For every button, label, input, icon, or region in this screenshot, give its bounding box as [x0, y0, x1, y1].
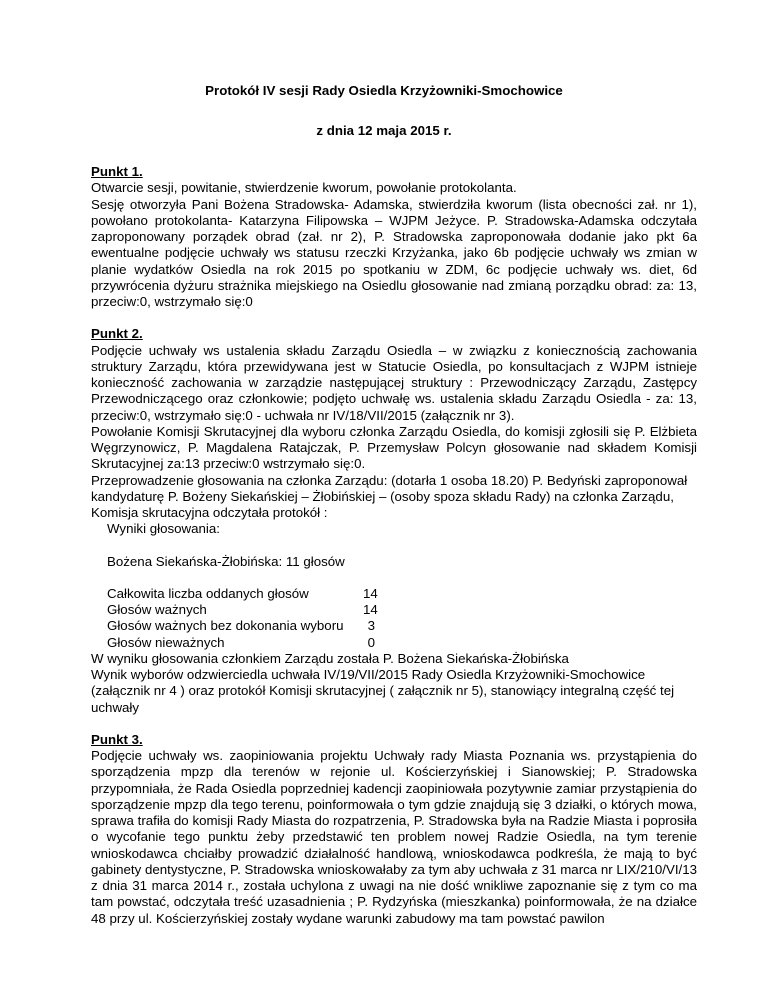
paragraph: uchwały: [91, 699, 140, 715]
section-punkt-1: [91, 164, 697, 310]
tally-label: Głosów nieważnych: [107, 634, 225, 650]
paragraph: Przeprowadzenie głosowania na członka Zarządu: (dotarła 1 osoba 18.20) P. Bedyński zaproponował: [91, 472, 688, 488]
tally-row: [91, 586, 697, 602]
paragraph: Komisja skrutacyjna odczytała protokół :: [91, 505, 328, 520]
tally-value: 3: [367, 618, 375, 634]
tally-label: Głosów ważnych bez dokonania wyboru: [107, 618, 344, 634]
candidate-result: Bożena Siekańska-Żłobińska: 11 głosów: [107, 553, 345, 569]
section-heading: Punkt 3.: [91, 731, 143, 747]
paragraph: Sesję otworzyła Pani Bożena Stradowska- Adamska, stwierdziła kworum (lista obecności zał. nr 1), powołano protokolanta- Katarzyna Filipowska – WJPM Jeżyce. P. Stradowska-Adamska odczytała zaproponowany porządek obrad (zał. nr 2), P. Stradowska zaproponowała dodanie jako pkt 6a ewentualne podjęcie uchwały ws statusu rzeczki Krzyżanka, jako 6b podjęcie uchwały ws zmian w planie wydatków Osiedla na rok 2015 po spotkaniu w ZDM, 6c podjęcie uchwały ws. diet, 6d przywrócenia dyżuru strażnika miejskiego na Osiedlu głosowanie nad zmianą porządku obrad: za: 13, przeciw:0, wstrzymało się:0: [91, 196, 697, 309]
paragraph: Powołanie Komisji Skrutacyjnej dla wyboru członka Zarządu Osiedla, do komisji zgłosili się P. Elżbieta Węgrzynowicz, P. Magdalena Ratajczak, P. Przemysław Polcyn głosowanie nad składem Komisji Skrutacyjnej za:13 przeciw:0 wstrzymało się:0.: [91, 423, 697, 472]
paragraph: Wynik wyborów odzwierciedla uchwała IV/19/VII/2015 Rady Osiedla Krzyżowniki-Smochowice: [91, 667, 646, 682]
results-label: Wyniki głosowania:: [107, 521, 220, 537]
tally-label: Głosów ważnych: [107, 602, 207, 617]
section-punkt-3: [91, 732, 697, 927]
section-heading: Punkt 1.: [91, 164, 143, 179]
tally-row: [91, 618, 697, 634]
tally-value: 14: [363, 602, 378, 617]
tally-row: [91, 635, 697, 651]
document-body: [91, 164, 697, 927]
paragraph: Podjęcie uchwały ws. zaopiniowania projektu Uchwały rady Miasta Poznania ws. przystąpienia do sporządzenia mpzp dla terenów w rejonie ul. Kościerzyńskiej i Sianowskiej; P. Stradowska przypomniała, że Rada Osiedla poprzedniej kadencji zaopiniowała pozytywnie zamiar przystąpienia do sporządzenie mpzp dla tego terenu, poinformowała o tym gdzie znajdują się 3 działki, o których mowa, sprawa trafiła do komisji Rady Miasta do rozpatrzenia, P. Stradowska była na Radzie Miasta i poprosiła o wycofanie tego punktu żeby przedstawić ten problem nowej Radzie Osiedla, na tym terenie wnioskodawca chciałby prowadzić działalność handlową, wnioskodawca podkreśla, że mają to być gabinety dentystyczne, P. Stradowska wnioskowałaby za tym aby uchwała z 31 marca nr LIX/210/VI/13 z dnia 31 marca 2014 r., została uchylona z uwagi na nie dość wnikliwe zapoznanie się z tym co ma tam powstać, odczytała treść uzasadnienia ; P. Rydzyńska (mieszkanka) poinformowała, że na działce 48 przy ul. Kościerzyńskiej zostały wydane warunki zabudowy ma tam powstać pawilon: [91, 748, 697, 926]
section-punkt-2: [91, 326, 697, 716]
document-title: Protokół IV sesji Rady Osiedla Krzyżowniki-Smochowice: [205, 83, 563, 98]
paragraph: W wyniku głosowania członkiem Zarządu została P. Bożena Siekańska-Żłobińska: [91, 650, 569, 666]
paragraph: kandydaturę P. Bożeny Siekańskiej – Żłobińskiej – (osoby spoza składu Rady) na członka Zarządu,: [91, 488, 674, 504]
tally-label: Całkowita liczba oddanych głosów: [107, 585, 309, 601]
section-heading: Punkt 2.: [91, 326, 143, 342]
tally-value: 14: [363, 585, 378, 601]
tally-row: [91, 602, 697, 618]
document-date: z dnia 12 maja 2015 r.: [316, 123, 452, 138]
paragraph: Otwarcie sesji, powitanie, stwierdzenie kworum, powołanie protokolanta.: [91, 180, 517, 196]
paragraph: Podjęcie uchwały ws ustalenia składu Zarządu Osiedla – w związku z koniecznością zachowania struktury Zarządu, która przewidywana jest w Statucie Osiedla, po konsultacjach z WJPM istnieje konieczność zachowania w zarządzie następującej struktury : Przewodniczący Zarządu, Zastępcy Przewodniczącego oraz członkowie; podjęto uchwałę ws. ustalenia składu Zarządu Osiedla - za: 13, przeciw:0, wstrzymało się:0 - uchwała nr IV/18/VII/2015 (załącznik nr 3).: [91, 342, 697, 423]
tally-value: 0: [367, 634, 375, 650]
paragraph: (załącznik nr 4 ) oraz protokół Komisji skrutacyjnej ( załącznik nr 5), stanowiący integralną część tej: [91, 683, 675, 699]
